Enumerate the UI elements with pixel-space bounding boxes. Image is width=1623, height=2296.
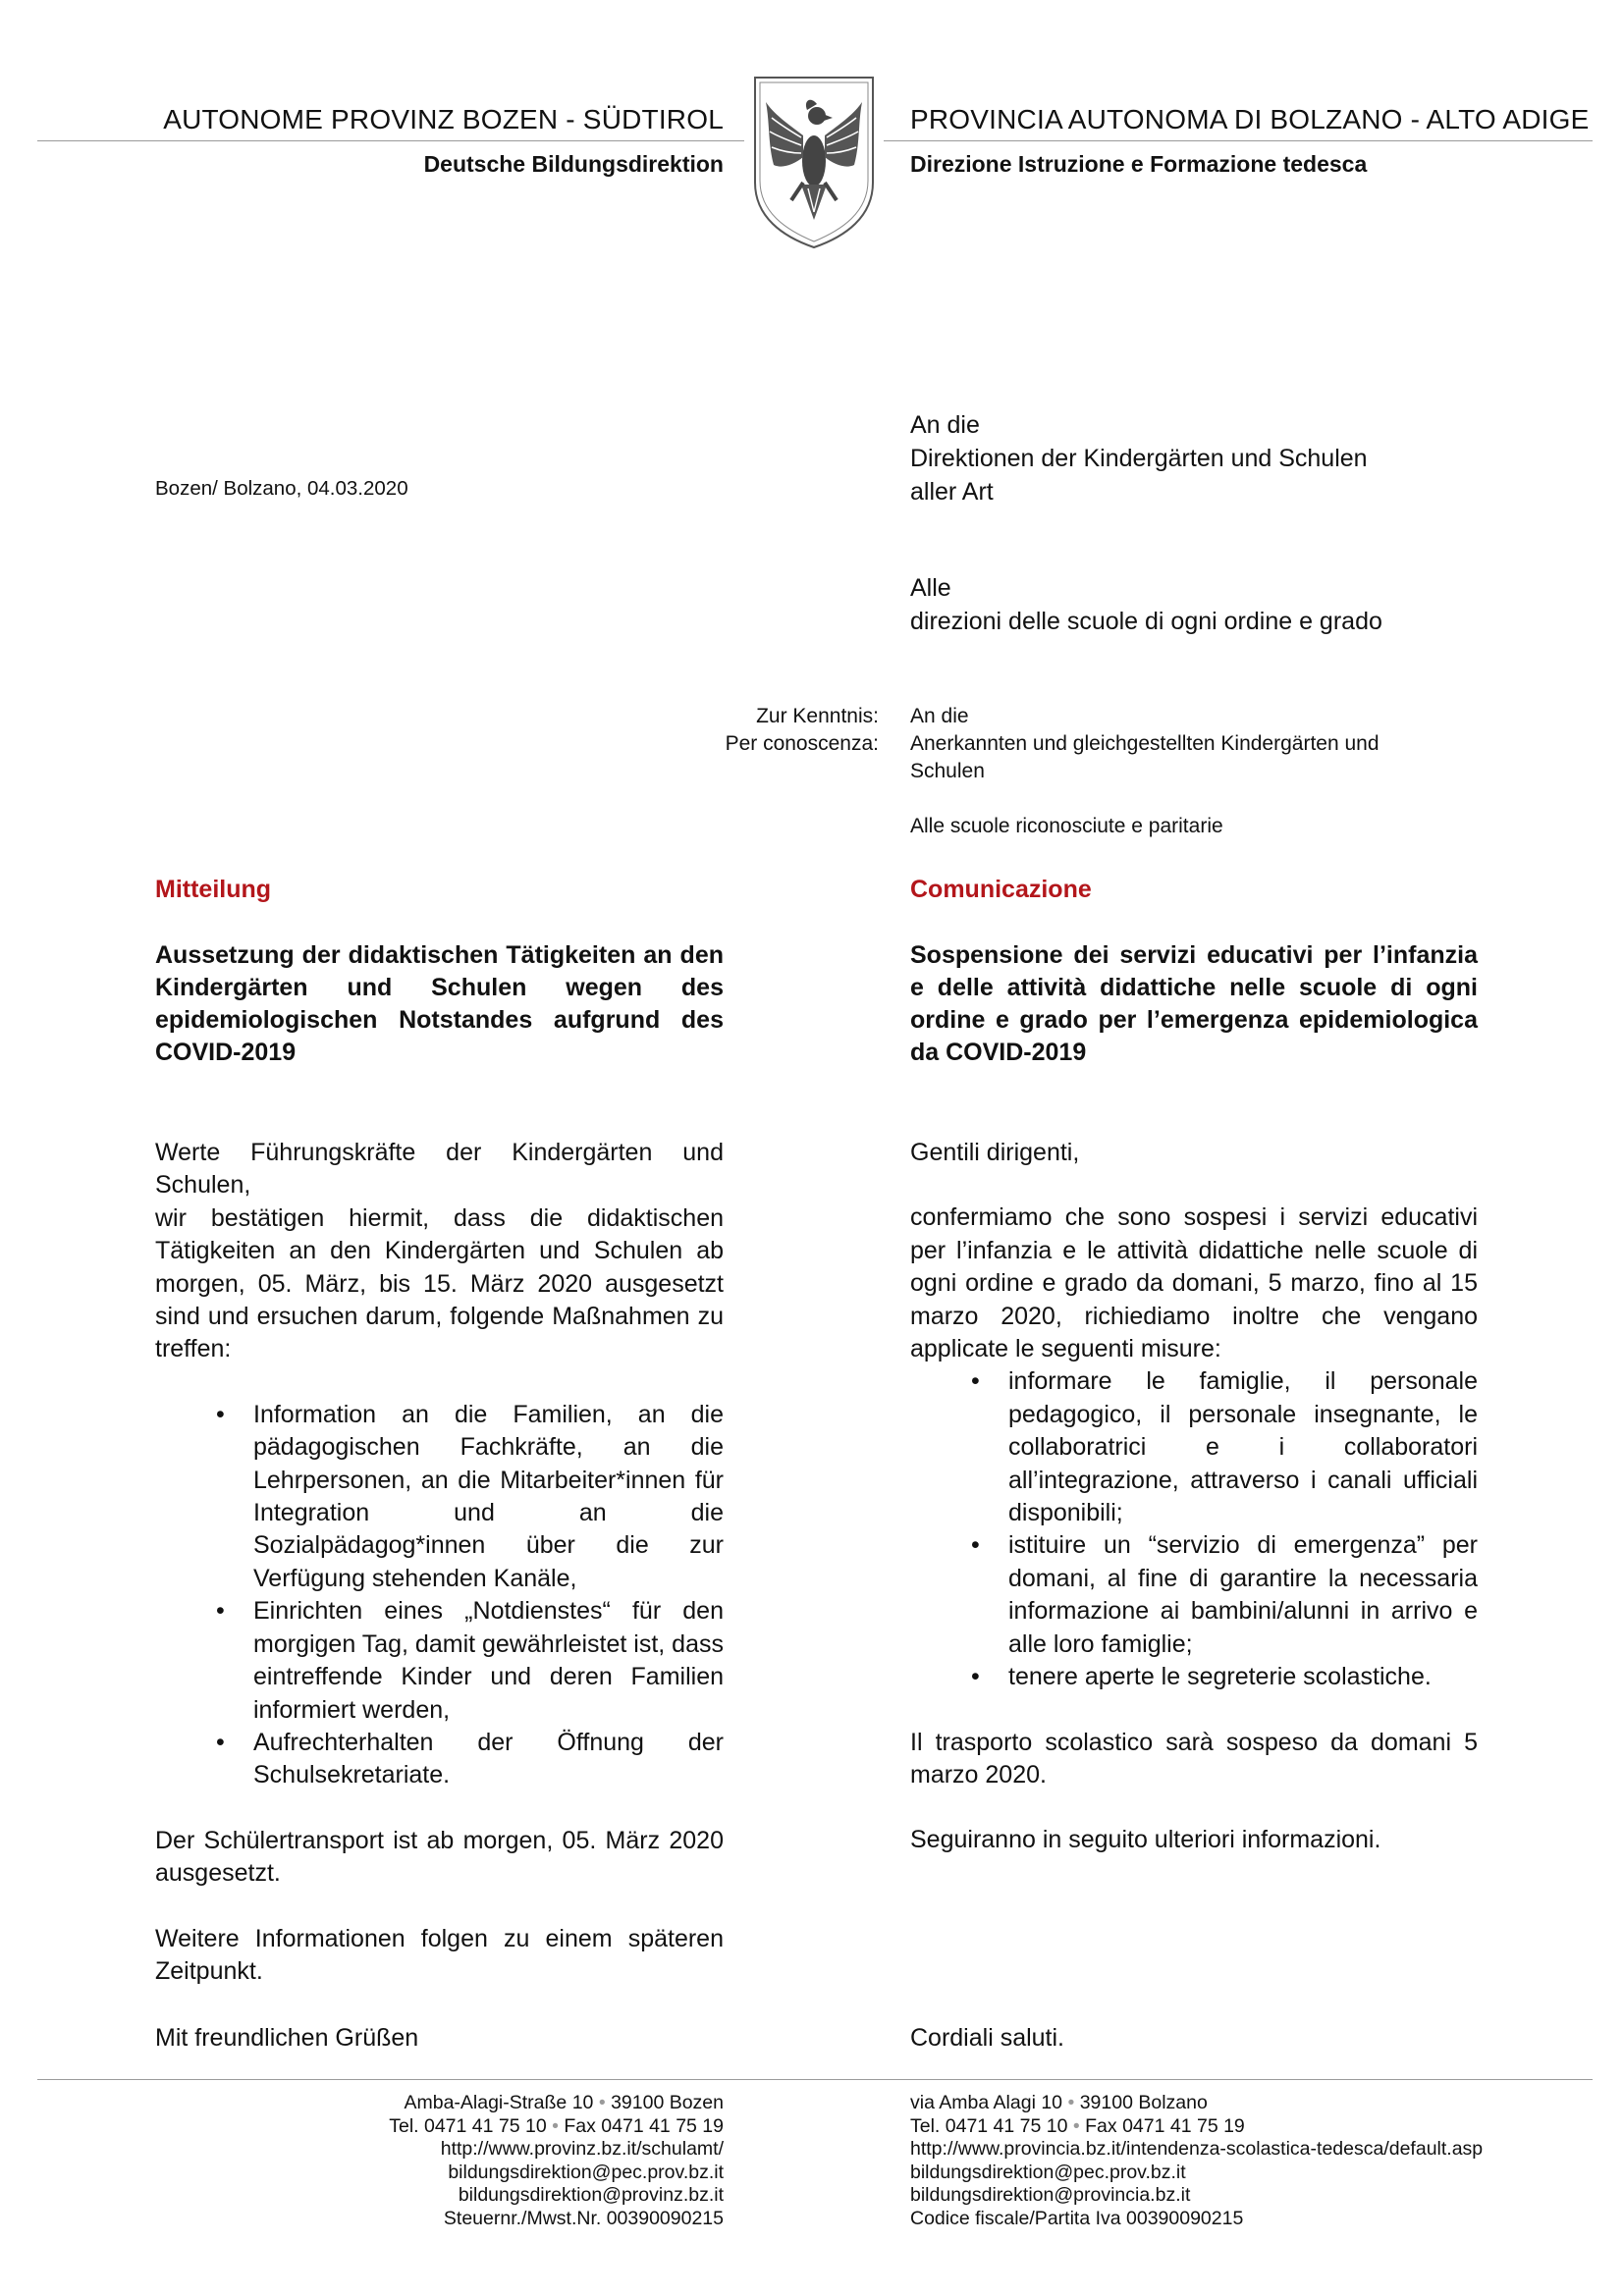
cc-label-it: Per conoscenza: (725, 732, 879, 755)
header-subtitle-it: Direzione Istruzione e Formazione tedesca (910, 151, 1368, 177)
addressee-it-line: Alle (910, 574, 951, 602)
more-info-it: Seguiranno in seguito ulteriori informazioni. (910, 1826, 1381, 1854)
footer-it-url[interactable]: http://www.provincia.bz.it/intendenza-scolastica-tedesca/default.asp (910, 2138, 1484, 2160)
intro-it: confermiamo che sono sospesi i servizi educativi per l’infanzia e le attività didattiche nelle scuole di ogni ordine e grado da domani, 5 marzo, fino al 15 marzo 2020, richiediamo inoltre che vengano applicate le seguenti misure: (910, 1203, 1478, 1363)
addressee-de (910, 408, 1368, 508)
list-item: • Aufrechterhalten der Öffnung der Schulsekretariate. (216, 1728, 724, 1789)
transport-it: Il trasporto scolastico sarà sospeso da domani 5 marzo 2020. (910, 1728, 1478, 1789)
cc-line: Anerkannten und gleichgestellten Kindergärten und (910, 732, 1380, 755)
footer-it-tax: Codice fiscale/Partita Iva 00390090215 (910, 2207, 1244, 2229)
footer-it-email[interactable]: bildungsdirektion@provincia.bz.it (910, 2184, 1191, 2206)
list-item: • tenere aperte le segreterie scolastiche. (971, 1663, 1432, 1691)
header-rule-right (884, 140, 1593, 141)
intro-de: wir bestätigen hiermit, dass die didaktischen Tätigkeiten an den Kindergärten und Schulen ab morgen, 05. März, bis 15. März 2020 ausgesetzt sind und ersuchen darum, folgende Maßnahmen zu treffen: (155, 1203, 724, 1363)
coat-of-arms-eagle-icon (752, 75, 876, 249)
body-de (155, 1137, 724, 1988)
cc-label-de: Zur Kenntnis: (756, 705, 879, 727)
header-subtitle-de: Deutsche Bildungsdirektion (423, 151, 724, 177)
footer-de (155, 2092, 724, 2230)
footer-de-pec[interactable]: bildungsdirektion@pec.prov.bz.it (448, 2161, 724, 2183)
footer-rule (37, 2079, 1593, 2080)
heading-it: Comunicazione (910, 876, 1092, 903)
place-date: Bozen/ Bolzano, 04.03.2020 (155, 477, 408, 500)
footer-de-tax: Steuernr./Mwst.Nr. 00390090215 (443, 2207, 724, 2229)
salutation-it: Gentili dirigenti, (910, 1139, 1080, 1166)
transport-de: Der Schülertransport ist ab morgen, 05. März 2020 ausgesetzt. (155, 1826, 724, 1888)
header-rule-left (37, 140, 744, 141)
footer-it-address: via Amba Alagi 10 • 39100 Bolzano (910, 2092, 1208, 2113)
footer-de-email[interactable]: bildungsdirektion@provinz.bz.it (458, 2184, 724, 2206)
salutation-de: Werte Führungskräfte der Kindergärten und Schulen, (155, 1139, 724, 1200)
footer-it-phone: Tel. 0471 41 75 10 • Fax 0471 41 75 19 (910, 2114, 1245, 2137)
footer-it (910, 2092, 1483, 2230)
measures-list-de (155, 1399, 724, 1792)
addressee-it-line: direzioni delle scuole di ogni ordine e grado (910, 608, 1382, 635)
cc-labels (589, 703, 879, 758)
header-title-it: PROVINCIA AUTONOMA DI BOLZANO - ALTO ADIGE (910, 104, 1590, 134)
cc-recipients-de (910, 703, 1380, 785)
footer-de-phone: Tel. 0471 41 75 10 • Fax 0471 41 75 19 (389, 2114, 724, 2137)
measures-list-it (910, 1365, 1478, 1693)
addressee-it (910, 571, 1382, 638)
addressee-de-line: An die (910, 411, 980, 439)
list-item: • informare le famiglie, il personale pedagogico, il personale insegnante, le collaboratrici e i collaboratori all’integrazione, attraverso i canali ufficiali disponibili; (971, 1367, 1478, 1527)
list-item: • istituire un “servizio di emergenza” per domani, al fine di garantire la necessaria informazione ai bambini/alunni in arrivo e alle loro famiglie; (971, 1531, 1478, 1658)
more-info-de: Weitere Informationen folgen zu einem späteren Zeitpunkt. (155, 1924, 724, 1985)
cc-line: Schulen (910, 760, 985, 782)
closing-it: Cordiali saluti. (910, 2024, 1065, 2052)
footer-de-address: Amba-Alagi-Straße 10 • 39100 Bozen (404, 2092, 724, 2113)
addressee-de-line: aller Art (910, 478, 994, 506)
list-item: • Information an die Familien, an die pädagogischen Fachkräfte, an die Lehrpersonen, an die Mitarbeiter*innen für Integration und an die Sozialpädagog*innen über die zur Verfügung stehenden Kanäle, (216, 1400, 724, 1592)
header-title-de: AUTONOME PROVINZ BOZEN - SÜDTIROL (163, 104, 724, 134)
cc-line: An die (910, 705, 969, 727)
footer-de-url[interactable]: http://www.provinz.bz.it/schulamt/ (440, 2138, 724, 2160)
heading-de: Mitteilung (155, 876, 272, 903)
subject-de: Aussetzung der didaktischen Tätigkeiten an den Kindergärten und Schulen wegen des epidemiologischen Notstandes aufgrund des COVID-2019 (155, 941, 724, 1066)
addressee-de-line: Direktionen der Kindergärten und Schulen (910, 445, 1368, 472)
subject-it: Sospensione dei servizi educativi per l’infanzia e delle attività didattiche nelle scuole di ogni ordine e grado per l’emergenza epidemiologica da COVID-2019 (910, 941, 1478, 1066)
closing-de: Mit freundlichen Grüßen (155, 2024, 419, 2052)
footer-it-pec[interactable]: bildungsdirektion@pec.prov.bz.it (910, 2161, 1186, 2183)
body-it (910, 1137, 1478, 1857)
cc-recipients-it: Alle scuole riconosciute e paritarie (910, 815, 1223, 837)
list-item: • Einrichten eines „Notdienstes“ für den morgigen Tag, damit gewährleistet ist, dass eintreffende Kinder und deren Familien informiert werden, (216, 1597, 724, 1724)
